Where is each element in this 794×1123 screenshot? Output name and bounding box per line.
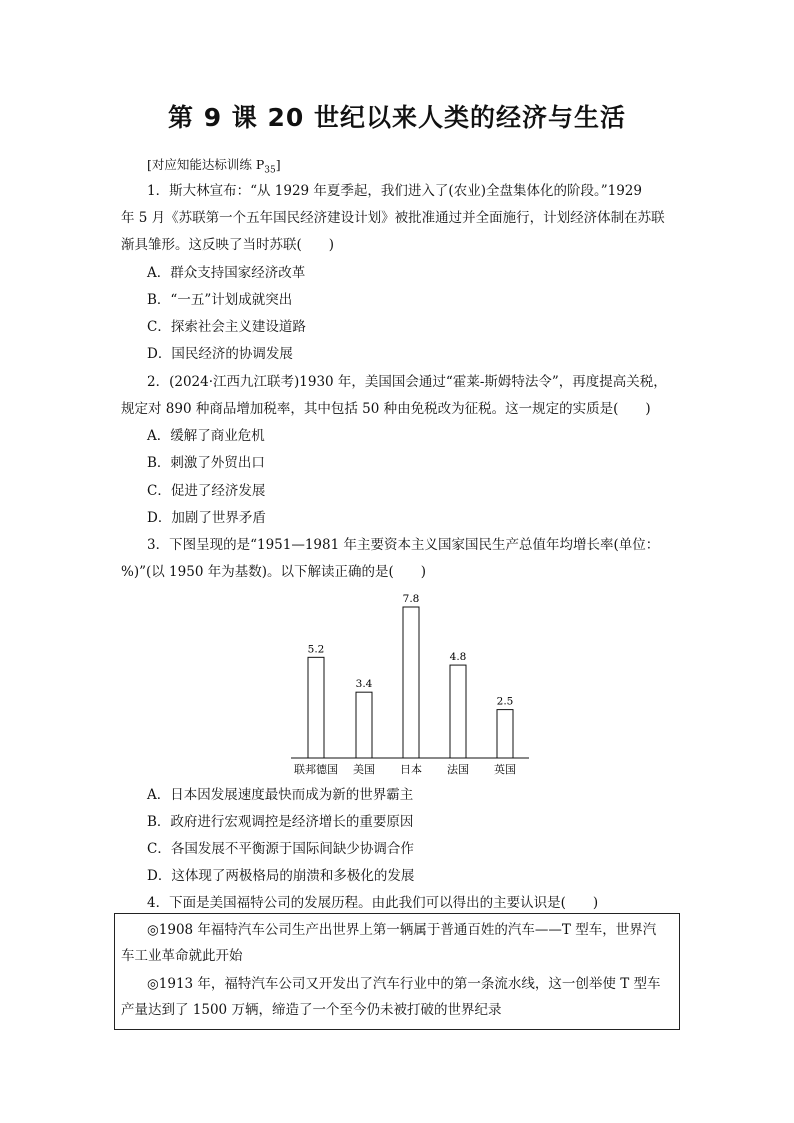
q4-line: 4．下面是美国福特公司的发展历程。由此我们可以得出的主要认识是( ) <box>147 895 599 911</box>
q3-line-2: %)”(以 1950 年为基数)。以下解读正确的是( ) <box>121 564 427 580</box>
q3-option-c: C．各国发展不平衡源于国际间缺少协调合作 <box>147 841 414 857</box>
box-line-4: 产量达到了 1500 万辆，缔造了一个至今仍未被打破的世界纪录 <box>121 1002 502 1018</box>
q2-option-d: D．加剧了世界矛盾 <box>147 510 266 526</box>
category-label-4: 英国 <box>494 763 516 776</box>
category-label-2: 日本 <box>400 763 422 776</box>
q1-option-d: D．国民经济的协调发展 <box>147 346 293 362</box>
box-line-3: ◎1913 年，福特汽车公司又开发出了汽车行业中的第一条流水线，这一创举使 T 型车 <box>147 976 661 992</box>
category-label-3: 法国 <box>447 763 469 776</box>
box-line-2: 车工业革命就此开始 <box>121 948 243 964</box>
bar-3 <box>450 665 466 758</box>
bar-2 <box>403 607 419 758</box>
q1-option-b: B．“一五”计划成就突出 <box>147 292 293 308</box>
q1-line-3: 渐具雏形。这反映了当时苏联( ) <box>121 237 335 253</box>
q2-line-1: 2．(2024·江西九江联考)1930 年，美国国会通过“霍莱-斯姆特法令”，再度提高关税， <box>147 374 667 390</box>
q3-line-1: 3．下图呈现的是“1951—1981 年主要资本主义国家国民生产总值年均增长率(单位： <box>147 537 660 553</box>
bar-value-label-3: 4.8 <box>449 651 467 664</box>
q1-line-1: 1．斯大林宣布：“从 1929 年夏季起，我们进入了(农业)全盘集体化的阶段。”1929 <box>147 183 642 199</box>
bar-0 <box>308 657 324 758</box>
q3-option-d: D．这体现了两极格局的崩溃和多极化的发展 <box>147 868 415 884</box>
bar-1 <box>356 692 372 758</box>
category-label-1: 美国 <box>353 763 375 776</box>
category-label-0: 联邦德国 <box>294 763 338 776</box>
reference-page: 35 <box>264 165 276 176</box>
box-line-1: ◎1908 年福特汽车公司生产出世界上第一辆属于普通百姓的汽车——T 型车，世界汽 <box>147 922 657 938</box>
q3-option-b: B．政府进行宏观调控是经济增长的重要原因 <box>147 814 414 830</box>
page-title: 第 9 课 20 世纪以来人类的经济与生活 <box>167 103 626 132</box>
bar-value-label-0: 5.2 <box>307 643 325 656</box>
bar-value-label-1: 3.4 <box>355 678 373 691</box>
reference-text: [对应知能达标训练 P <box>147 157 265 172</box>
bar-value-label-4: 2.5 <box>496 695 514 708</box>
reference-close: ] <box>275 157 281 172</box>
q1-option-c: C．探索社会主义建设道路 <box>147 319 306 335</box>
bar-4 <box>497 710 513 758</box>
q2-option-a: A．缓解了商业危机 <box>147 428 265 444</box>
q3-option-a: A．日本因发展速度最快而成为新的世界霸主 <box>147 787 414 803</box>
q1-line-2: 年 5 月《苏联第一个五年国民经济建设计划》被批准通过并全面施行，计划经济体制在苏联 <box>121 210 665 226</box>
q2-line-2: 规定对 890 种商品增加税率，其中包括 50 种由免税改为征税。这一规定的实质是( ) <box>121 401 651 417</box>
q2-option-c: C．促进了经济发展 <box>147 483 266 499</box>
bar-value-label-2: 7.8 <box>402 593 420 605</box>
q2-option-b: B．刺激了外贸出口 <box>147 455 265 471</box>
q1-option-a: A．群众支持国家经济改革 <box>147 265 306 281</box>
